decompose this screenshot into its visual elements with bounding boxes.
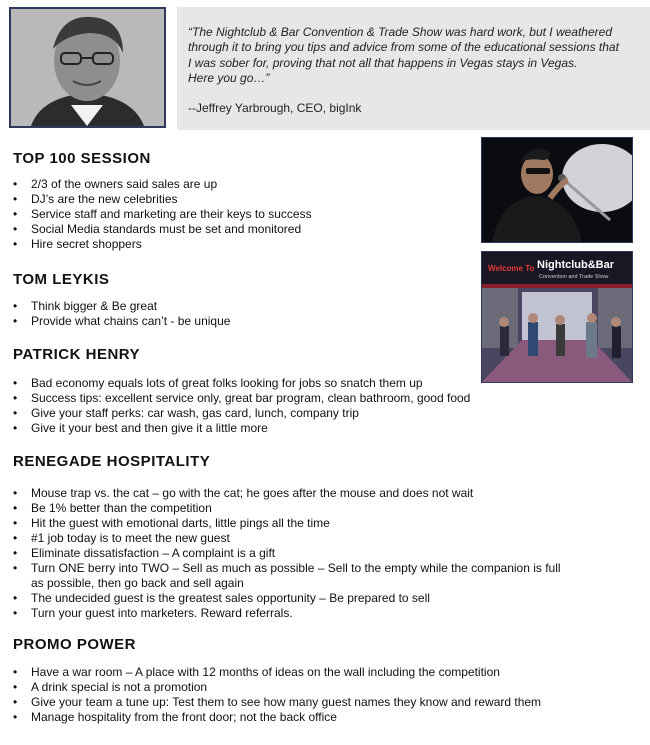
quote-box [177,7,650,130]
list-item: • Give your team a tune up: Test them to see how many guest names they know and reward them [13,695,541,710]
section-list-renegade-hospitality [13,486,573,621]
list-item: • Hire secret shoppers [13,237,312,252]
trade-show-illustration [482,252,632,382]
banner-welcome: Welcome To [488,264,535,273]
list-item: • Service staff and marketing are their keys to success [13,207,312,222]
list-item: • DJ’s are the new celebrities [13,192,312,207]
list-item: • Have a war room – A place with 12 months of ideas on the wall including the competition [13,665,541,680]
section-list-promo-power [13,665,541,725]
list-item: • Bad economy equals lots of great folks looking for jobs so snatch them up [13,376,470,391]
section-title-top-100-session: TOP 100 SESSION [13,150,151,167]
author-portrait [9,7,166,128]
list-item: • Hit the guest with emotional darts, little pings all the time [13,516,573,531]
list-item: • Success tips: excellent service only, great bar program, clean bathroom, good food [13,391,470,406]
list-item: • Think bigger & Be great [13,299,230,314]
banner-brand: Nightclub&Bar [537,259,614,271]
list-item: • Eliminate dissatisfaction – A complaint is a gift [13,546,573,561]
quote-text: “The Nightclub & Bar Convention & Trade Show was hard work, but I weathered through it to bring you tips and advice from some of the educational sessions that I was sober for, proving that not all that happens in Vegas stays in Vegas. Here you go…” [188,25,619,85]
list-item: • Manage hospitality from the front door; not the back office [13,710,541,725]
section-list-patrick-henry [13,376,470,436]
section-list-top-100-session [13,177,312,252]
list-item: • Be 1% better than the competition [13,501,573,516]
list-item: • Give your staff perks: car wash, gas card, lunch, company trip [13,406,470,421]
list-item: • Turn ONE berry into TWO – Sell as much as possible – Sell to the empty while the companion is full as possible, then go back and sell again [13,561,573,591]
list-item: • #1 job today is to meet the new guest [13,531,573,546]
list-item: • Social Media standards must be set and monitored [13,222,312,237]
trade-show-photo [481,251,633,383]
quote-attribution: --Jeffrey Yarbrough, CEO, bigInk [188,101,362,116]
section-title-tom-leykis: TOM LEYKIS [13,271,110,288]
section-title-renegade-hospitality: RENEGADE HOSPITALITY [13,453,211,470]
speaker-photo [481,137,633,243]
list-item: • A drink special is not a promotion [13,680,541,695]
portrait-illustration [11,9,164,126]
list-item: • Provide what chains can’t - be unique [13,314,230,329]
speaker-illustration [482,138,632,242]
list-item: • Turn your guest into marketers. Reward referrals. [13,606,573,621]
list-item: • Give it your best and then give it a little more [13,421,470,436]
list-item: • Mouse trap vs. the cat – go with the cat; he goes after the mouse and does not wait [13,486,573,501]
list-item: • The undecided guest is the greatest sales opportunity – Be prepared to sell [13,591,573,606]
banner-subtitle: Convention and Trade Show [539,274,609,280]
list-item: • 2/3 of the owners said sales are up [13,177,312,192]
section-list-tom-leykis [13,299,230,329]
section-title-promo-power: PROMO POWER [13,636,137,653]
section-title-patrick-henry: PATRICK HENRY [13,346,141,363]
